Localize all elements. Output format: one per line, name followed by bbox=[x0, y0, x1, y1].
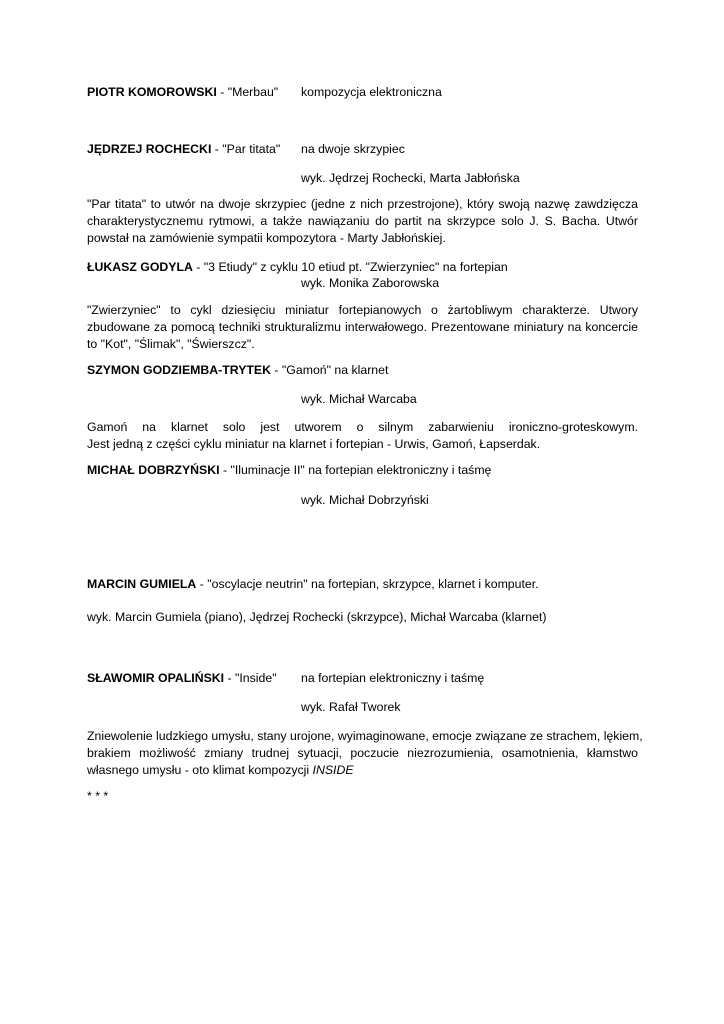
entry-komorowski-heading bbox=[87, 84, 278, 101]
work-title: - "Par titata" bbox=[211, 142, 281, 156]
description-line: "Par titata" to utwór na dwoje skrzypiec (jedne z nich przestrojone), który swoją nazwę zawdzięcza bbox=[87, 197, 638, 211]
composer-name: SZYMON GODZIEMBA-TRYTEK bbox=[87, 363, 271, 377]
composer-name: SŁAWOMIR OPALIŃSKI bbox=[87, 671, 225, 685]
entry-gumiela-heading bbox=[87, 576, 539, 593]
description-line bbox=[87, 762, 638, 779]
work-description bbox=[87, 196, 638, 247]
description-line: Jest jedną z części cyklu miniatur na klarnet i fortepian - Urwis, Gamoń, Łapserdak. bbox=[87, 437, 541, 451]
work-description bbox=[87, 419, 638, 453]
composer-name: JĘDRZEJ ROCHECKI bbox=[87, 142, 212, 156]
performers: wyk. Michał Warcaba bbox=[301, 392, 417, 406]
entry-dobrzynski-heading bbox=[87, 462, 491, 479]
work-description bbox=[87, 302, 638, 353]
description-line: zbudowane za pomocą techniki strukturalizmu interwałowego. Prezentowane miniatury na koncercie bbox=[87, 320, 638, 334]
performers: wyk. Rafał Tworek bbox=[301, 700, 401, 714]
description-text: własnego umysłu - oto klimat kompozycji bbox=[87, 763, 313, 777]
description-line: Gamoń na klarnet solo jest utworem o silnym zabarwieniu ironiczno-groteskowym. bbox=[87, 420, 638, 434]
description-line: to "Kot", "Ślimak", "Świerszcz". bbox=[87, 337, 255, 351]
description-line: brakiem możliwość zmiany trudnej sytuacji, poczucie niezrozumienia, osamotnienia, kłamstwo bbox=[87, 746, 638, 760]
work-description bbox=[87, 728, 643, 779]
entry-rochecki-heading bbox=[87, 141, 280, 158]
instrumentation: na dwoje skrzypiec bbox=[301, 142, 405, 156]
performers: wyk. Jędrzej Rochecki, Marta Jabłońska bbox=[301, 171, 520, 185]
description-line: Zniewolenie ludzkiego umysłu, stany urojone, wyimaginowane, emocje związane ze strachem, lękiem, bbox=[87, 729, 643, 743]
closing-separator: * * * bbox=[87, 789, 109, 803]
composer-name: MARCIN GUMIELA bbox=[87, 577, 197, 591]
work-title: - "Iluminacje II" na fortepian elektroniczny i taśmę bbox=[219, 463, 492, 477]
composer-name: PIOTR KOMOROWSKI bbox=[87, 85, 217, 99]
work-title: - "Inside" bbox=[224, 671, 277, 685]
work-title: - "Gamoń" na klarnet bbox=[271, 363, 389, 377]
instrumentation: na fortepian elektroniczny i taśmę bbox=[301, 671, 485, 685]
entry-opalinski-heading bbox=[87, 670, 277, 687]
instrumentation: kompozycja elektroniczna bbox=[301, 85, 442, 99]
entry-godyla-heading bbox=[87, 259, 508, 276]
composer-name: MICHAŁ DOBRZYŃSKI bbox=[87, 463, 220, 477]
composer-name: ŁUKASZ GODYLA bbox=[87, 260, 193, 274]
description-emphasis: INSIDE bbox=[312, 763, 354, 777]
performers: wyk. Monika Zaborowska bbox=[301, 276, 440, 290]
description-line: "Zwierzyniec" to cykl dziesięciu miniatur fortepianowych o żartobliwym charakterze. Utwory bbox=[87, 303, 638, 317]
work-title: - "oscylacje neutrin" na fortepian, skrzypce, klarnet i komputer. bbox=[196, 577, 539, 591]
description-line: charakterystycznemu rytmowi, a także nawiązaniu do partit na skrzypce solo J. S. Bacha. Utwór bbox=[87, 214, 638, 228]
performers: wyk. Marcin Gumiela (piano), Jędrzej Rochecki (skrzypce), Michał Warcaba (klarnet) bbox=[87, 610, 547, 624]
work-title: - "Merbau" bbox=[216, 85, 279, 99]
entry-godziemba-trytek-heading bbox=[87, 362, 388, 379]
performers: wyk. Michał Dobrzyński bbox=[301, 493, 429, 507]
description-line: powstał na zamówienie sympatii kompozytora - Marty Jabłońskiej. bbox=[87, 231, 446, 245]
work-title: - "3 Etiudy" z cyklu 10 etiud pt. "Zwierzyniec" na fortepian bbox=[192, 260, 508, 274]
